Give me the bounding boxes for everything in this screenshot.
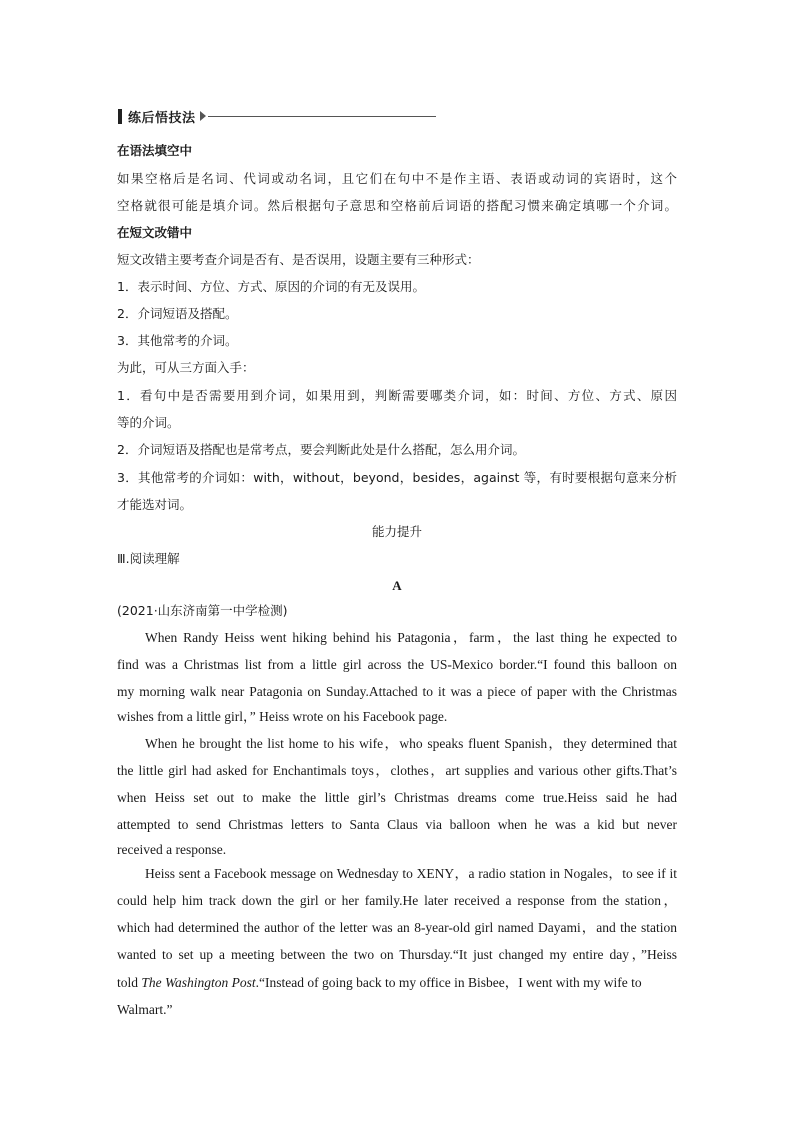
p1-line-2: find was a Christmas list from a little girl across the US-Mexico border.“I found this balloon on <box>117 657 677 672</box>
arrow-right-icon <box>200 111 206 121</box>
form-item-1: 1．表示时间、方位、方式、原因的介词的有无及误用。 <box>117 279 425 294</box>
grammar-heading: 在语法填空中 <box>117 143 193 158</box>
p1-line-3: my morning walk near Patagonia on Sunday.Attached to it was a piece of paper with the Christmas <box>117 684 677 699</box>
p3-line-5 <box>117 975 677 991</box>
grammar-paragraph-line-2: 空格就很可能是填介词。然后根据句子意思和空格前后词语的搭配习惯来确定填哪一个介词。 <box>117 198 677 213</box>
form-item-2: 2．介词短语及搭配。 <box>117 306 238 321</box>
approach-item-1-line-2: 等的介词。 <box>117 415 180 430</box>
section-header <box>118 107 436 125</box>
p3-line-4: wanted to set up a meeting between the two on Thursday.“It just changed my entire day，”Heiss <box>117 947 677 962</box>
grammar-paragraph-line-1: 如果空格后是名词、代词或动名词，且它们在句中不是作主语、表语或动词的宾语时，这个 <box>117 171 677 186</box>
p2-line-2: the little girl had asked for Enchantimals toys，clothes，art supplies and various other gifts.That’s <box>117 763 677 778</box>
p3-line-5-start: told <box>117 975 142 990</box>
approach-intro: 为此，可从三方面入手： <box>117 360 255 375</box>
approach-item-3-line-2: 才能选对词。 <box>117 497 193 512</box>
p2-line-1: When he brought the list home to his wife，who speaks fluent Spanish，they determined that <box>145 736 677 751</box>
approach-item-1-line-1: 1．看句中是否需要用到介词，如果用到，判断需要哪类介词，如：时间、方位、方式、原因 <box>117 388 677 403</box>
section-title: 练后悟技法 <box>128 110 196 126</box>
p3-line-6: Walmart.” <box>117 1002 173 1017</box>
passage-source: (2021·山东济南第一中学检测) <box>117 603 288 618</box>
p2-line-5: received a response. <box>117 842 227 857</box>
header-bar-mark <box>118 109 122 124</box>
p1-line-1: When Randy Heiss went hiking behind his Patagonia，farm，the last thing he expected to <box>145 630 677 645</box>
p2-line-4: attempted to send Christmas letters to Santa Claus via balloon when he was a kid but never <box>117 817 677 832</box>
p1-line-4: wishes from a little girl，” Heiss wrote on his Facebook page. <box>117 709 448 724</box>
approach-item-2: 2．介词短语及搭配也是常考点，要会判断此处是什么搭配，怎么用介词。 <box>117 442 525 457</box>
p3-line-5-end: .“Instead of going back to my office in Bisbee，I went with my wife to <box>255 975 642 990</box>
form-item-3: 3．其他常考的介词。 <box>117 333 238 348</box>
section-label: Ⅲ.阅读理解 <box>117 551 180 566</box>
part-title: 能力提升 <box>371 524 422 539</box>
correction-heading: 在短文改错中 <box>117 225 193 240</box>
correction-intro: 短文改错主要考查介词是否有、是否误用，设题主要有三种形式： <box>117 252 480 267</box>
approach-item-3-line-1: 3．其他常考的介词如：with，without，beyond，besides，against 等，有时要根据句意来分析 <box>117 470 677 485</box>
passage-letter: A <box>392 578 402 593</box>
header-rule <box>208 116 436 117</box>
p3-line-1: Heiss sent a Facebook message on Wednesday to XENY，a radio station in Nogales，to see if it <box>145 866 677 881</box>
p3-line-3: which had determined the author of the letter was an 8-year-old girl named Dayami，and the station <box>117 920 677 935</box>
p3-line-2: could help him track down the girl or her family.He later received a response from the station， <box>117 893 677 908</box>
newspaper-title: The Washington Post <box>141 975 256 990</box>
p2-line-3: when Heiss set out to make the little girl’s Christmas dreams come true.Heiss said he had <box>117 790 677 805</box>
